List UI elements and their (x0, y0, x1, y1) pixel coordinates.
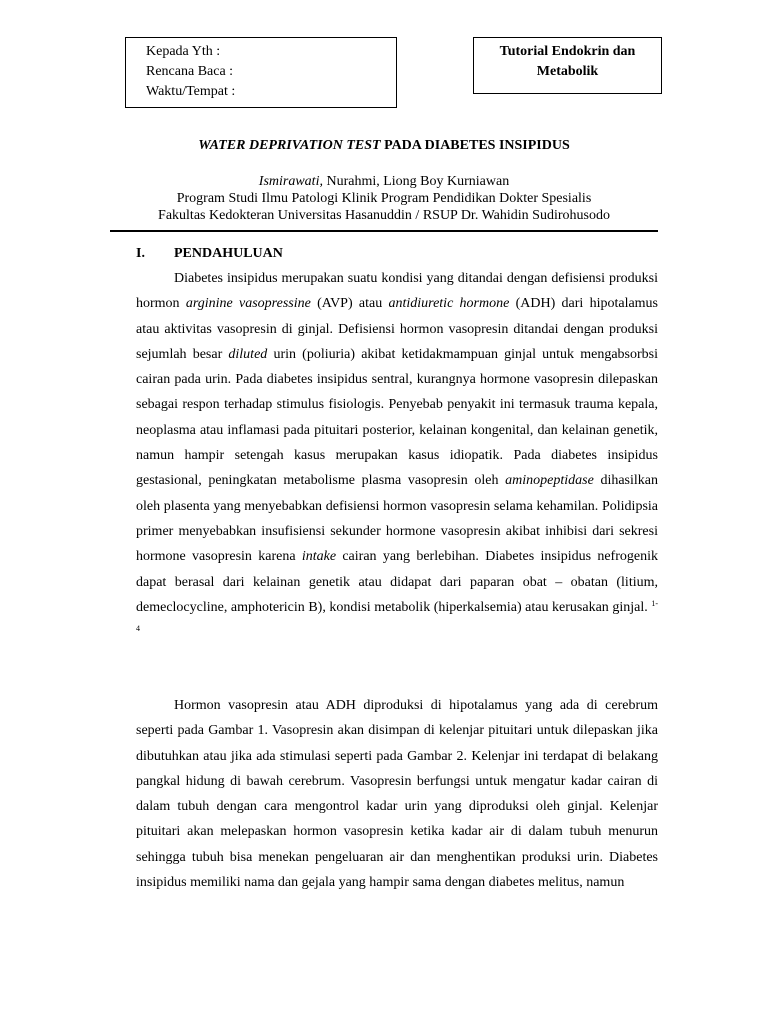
p1-term-adh: antidiuretic hormone (388, 296, 510, 312)
affiliation-line-2: Fakultas Kedokteran Universitas Hasanuddin / RSUP Dr. Wahidin Sudirohusodo (158, 208, 610, 223)
citation-ref: 1-4 (136, 598, 658, 634)
authors-block (110, 173, 658, 224)
p1-text-3: (ADH) dari hipotalamus atau aktivitas vasopresin di ginjal. Defisiensi hormon vasopresin ditandai dengan produksi sejumlah besar (136, 296, 659, 362)
p1-text-2: (AVP) atau (310, 296, 389, 312)
p1-term-avp: arginine vasopressine (185, 296, 311, 312)
section-number: I. (136, 246, 145, 261)
time-place-line: Waktu/Tempat : (146, 84, 236, 99)
header-divider (110, 230, 658, 232)
section-heading (136, 244, 283, 264)
p1-text-1: Diabetes insipidus merupakan suatu kondisi yang ditandai dengan defisiensi produksi hormon (136, 271, 658, 312)
title-italic-part: WATER DEPRIVATION TEST (198, 138, 381, 153)
p1-text-4: urin (poliuria) akibat ketidakmampuan ginjal untuk mengabsorbsi cairan pada urin. Pada diabetes insipidus sentral, kurangnya hormone vasopresin dilepaskan sebagai respon terhadap stimulus fisiologis. Penyebab penyakit ini termasuk trauma kepala, neoplasma atau inflamasi pada pituitari posterior, kelainan kongenital, dan kelainan genetik, namun hampir setengah kasus merupakan kasus idiopatik. Pada diabetes insipidus gestasional, peningkatan metabolisme plasma vasopresin oleh (136, 346, 658, 489)
p1-term-diluted: diluted (228, 346, 268, 362)
body-paragraph-1 (136, 266, 658, 645)
document-title (110, 136, 658, 156)
recipient-info-box (125, 37, 397, 108)
first-author: Ismirawati, (258, 174, 323, 189)
affiliation-line-1: Program Studi Ilmu Patologi Klinik Program Pendidikan Dokter Spesialis (176, 191, 592, 206)
body-paragraph-2: Hormon vasopresin atau ADH diproduksi di hipotalamus yang ada di cerebrum seperti pada Gambar 1. Vasopresin akan disimpan di kelenjar pituitari untuk dilepaskan jika dibutuhkan atau jika ada stimulasi seperti pada Gambar 2. Kelenjar ini terdapat di belakang pangkal hidung di bawah cerebrum. Vasopresin berfungsi untuk mengatur kadar cairan di dalam tubuh dengan cara mengontrol kadar urin yang diproduksi oleh ginjal. Kelenjar pituitari akan melepaskan hormon vasopresin ketika kadar air di dalam tubuh menurun sehingga tubuh bisa menekan pengeluaran air dan menghentikan produksi urin. Diabetes insipidus memiliki nama dan gejala yang hampir sama dengan diabetes melitus, namun (136, 698, 658, 891)
p1-term-intake: intake (301, 549, 337, 565)
p1-term-aminopeptidase: aminopeptidase (505, 473, 594, 489)
title-rest: PADA DIABETES INSIPIDUS (380, 138, 570, 153)
tutorial-label-line-1: Tutorial Endokrin dan (499, 44, 636, 59)
tutorial-label-box (473, 37, 662, 94)
p1-text-5: dihasilkan oleh plasenta yang menyebabkan defisiensi hormon vasopresin selama kehamilan. Polidipsia primer menyebabkan insufisiensi sekunder hormone vasopresin akibat inhibisi dari sekresi hormone vasopresin karena (136, 473, 658, 565)
recipient-line: Kepada Yth : (146, 44, 221, 59)
section-title: PENDAHULUAN (174, 246, 283, 261)
plan-line: Rencana Baca : (146, 64, 234, 79)
author-names (110, 173, 658, 190)
tutorial-label-line-2: Metabolik (536, 64, 599, 79)
p1-text-6: cairan yang berlebihan. Diabetes insipidus nefrogenik dapat berasal dari kelainan genetik atau didapat dari paparan obat – obatan (litium, demeclocycline, amphotericin B), kondisi metabolik (hiperkalsemia) atau kerusakan ginjal. (136, 549, 658, 615)
other-authors: Nurahmi, Liong Boy Kurniawan (322, 174, 510, 189)
